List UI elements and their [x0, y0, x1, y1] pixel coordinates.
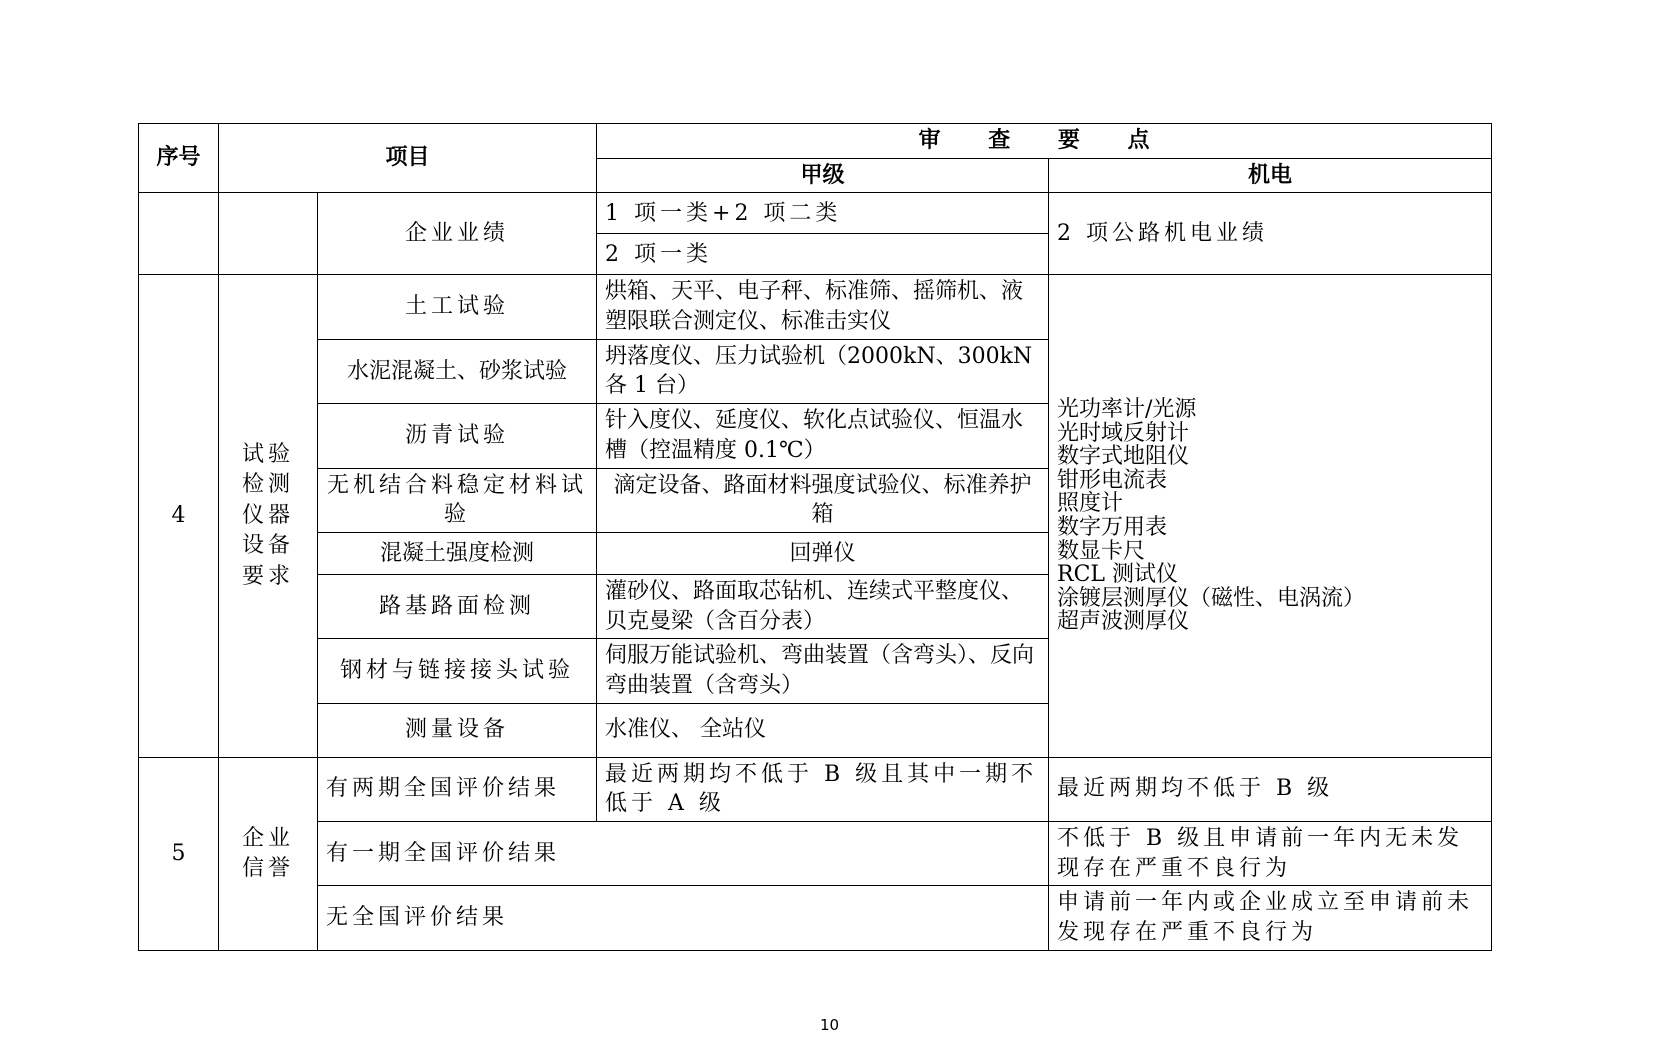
section4-item-grade-a: 滴定设备、路面材料强度试验仪、标准养护箱	[597, 468, 1049, 532]
table-row	[139, 886, 1492, 950]
header-grade-a: 甲级	[597, 158, 1049, 193]
page-number: 10	[819, 1016, 840, 1034]
performance-seq-cell	[139, 193, 219, 275]
section4-item-label: 钢材与链接接头试验	[318, 639, 597, 703]
section4-item-label: 沥青试验	[318, 404, 597, 468]
section4-item-grade-a: 针入度仪、延度仪、软化点试验仪、恒温水槽（控温精度 0.1℃）	[597, 404, 1049, 468]
section4-number: 4	[139, 275, 219, 757]
section5-row1-grade-a: 最近两期均不低于 B 级且其中一期不低于 A 级	[597, 757, 1049, 821]
performance-label: 企业业绩	[318, 193, 597, 275]
section5-row2-mech-elec: 不低于 B 级且申请前一年内无未发现存在严重不良行为	[1049, 822, 1492, 886]
section5-row1-mech-elec: 最近两期均不低于 B 级	[1049, 757, 1492, 821]
header-seq: 序号	[139, 124, 219, 193]
section4-item-grade-a: 烘箱、天平、电子秤、标准筛、摇筛机、液塑限联合测定仪、标准击实仪	[597, 275, 1049, 339]
requirements-table	[138, 123, 1492, 951]
section4-item-grade-a: 坍落度仪、压力试验机（2000kN、300kN 各 1 台）	[597, 339, 1049, 403]
section4-item-label: 测量设备	[318, 703, 597, 757]
section4-item-label: 混凝土强度检测	[318, 532, 597, 574]
header-item: 项目	[219, 124, 597, 193]
performance-grade-a-option1: 1 项一类+2 项二类	[597, 193, 1049, 234]
section4-item-label: 路基路面检测	[318, 574, 597, 638]
section4-category: 试验 检测 仪器 设备 要求	[219, 275, 318, 757]
section4-item-grade-a: 灌砂仪、路面取芯钻机、连续式平整度仪、贝克曼梁（含百分表）	[597, 574, 1049, 638]
performance-grade-a-option2: 2 项一类	[597, 234, 1049, 275]
section5-number: 5	[139, 757, 219, 950]
section5-category: 企业 信誉	[219, 757, 318, 950]
section4-item-label: 无机结合料稳定材料试验	[318, 468, 597, 532]
table-row	[139, 275, 1492, 339]
section4-item-label: 土工试验	[318, 275, 597, 339]
section5-row1-label: 有两期全国评价结果	[318, 757, 597, 821]
table-row	[139, 193, 1492, 234]
section4-item-grade-a: 水准仪、 全站仪	[597, 703, 1049, 757]
performance-mech-elec: 2 项公路机电业绩	[1049, 193, 1492, 275]
performance-category-cell	[219, 193, 318, 275]
section5-row3-label: 无全国评价结果	[318, 886, 1049, 950]
table-row	[139, 757, 1492, 821]
section4-item-grade-a: 伺服万能试验机、弯曲装置（含弯头）、反向弯曲装置（含弯头）	[597, 639, 1049, 703]
section4-mech-elec-list: 光功率计/光源 光时域反射计 数字式地阻仪 钳形电流表 照度计 数字万用表 数显卡尺 RCL 测试仪 涂镀层测厚仪（磁性、电涡流） 超声波测厚仪	[1049, 275, 1492, 757]
header-row	[139, 124, 1492, 159]
header-mech-elec: 机电	[1049, 158, 1492, 193]
section5-row2-label: 有一期全国评价结果	[318, 822, 1049, 886]
section4-item-label: 水泥混凝土、砂浆试验	[318, 339, 597, 403]
table-row	[139, 822, 1492, 886]
header-review-points: 审 查 要 点	[597, 124, 1492, 159]
section5-row3-mech-elec: 申请前一年内或企业成立至申请前未发现存在严重不良行为	[1049, 886, 1492, 950]
section4-item-grade-a: 回弹仪	[597, 532, 1049, 574]
